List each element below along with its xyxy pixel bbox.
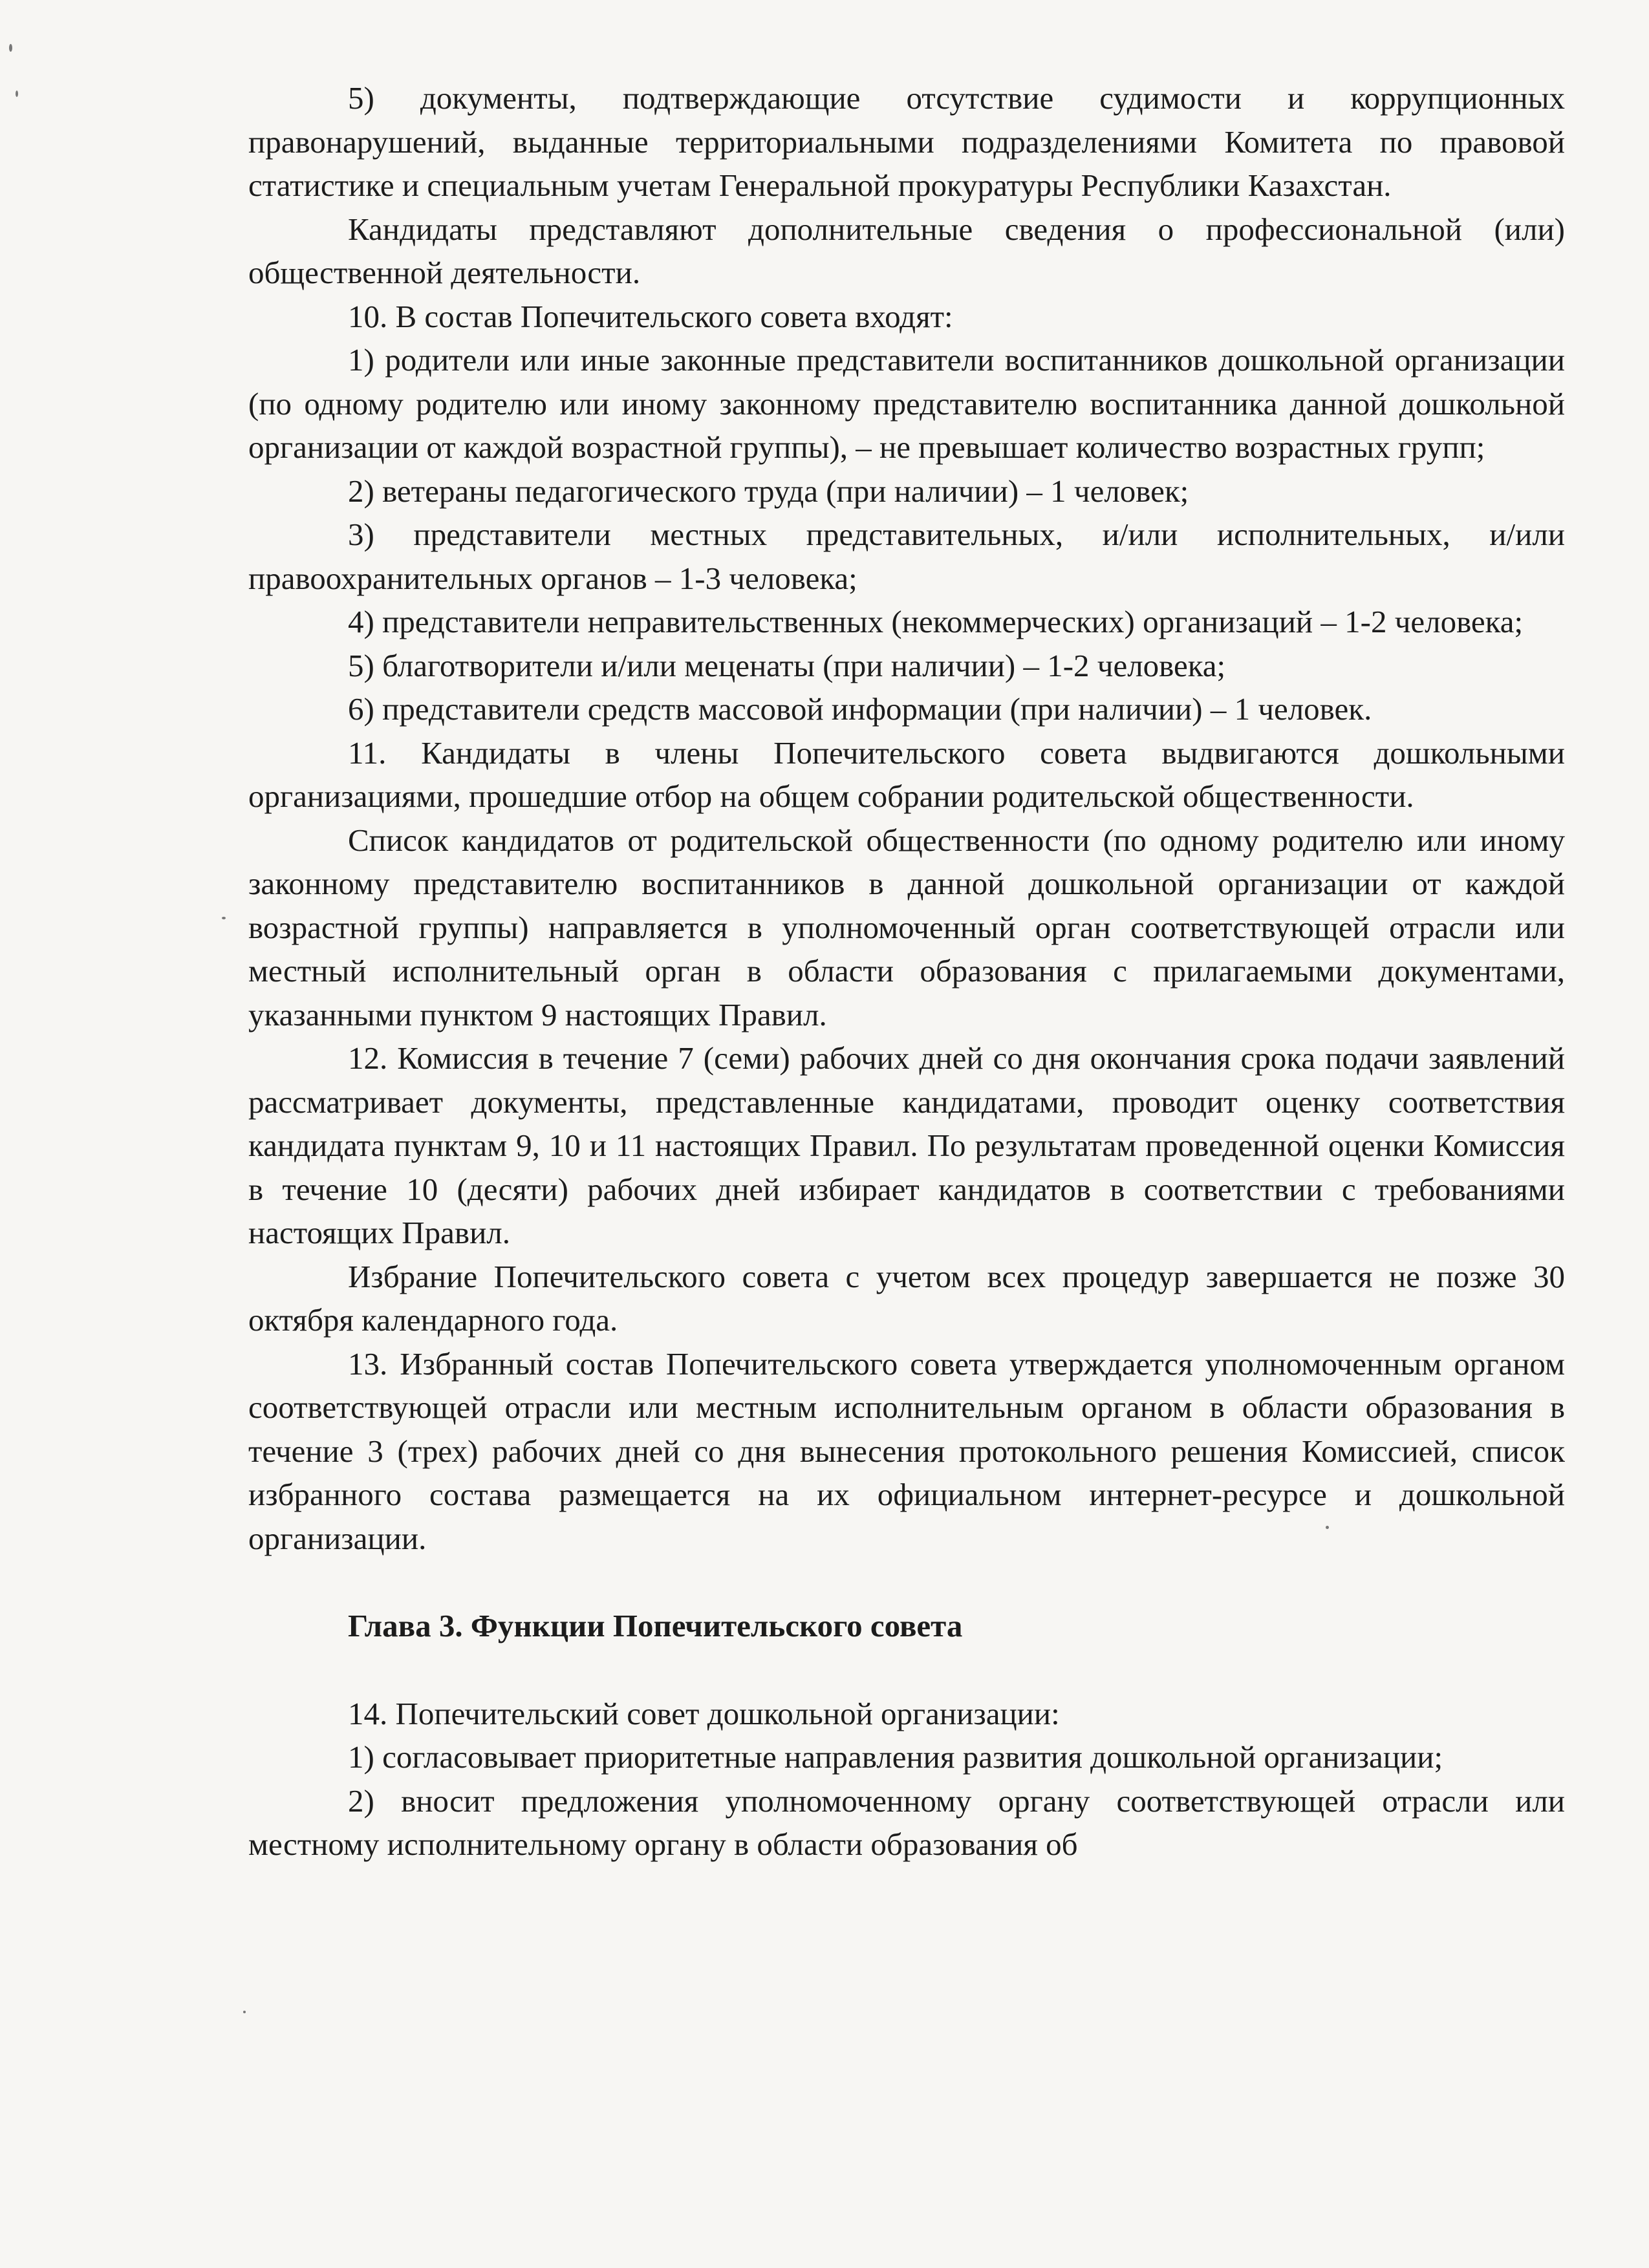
list-item-proposals: 2) вносит предложения уполномоченному органу соответствующей отрасли или местному исполнительному органу в области образования об bbox=[248, 1782, 1565, 1862]
scan-speck bbox=[243, 2011, 246, 2013]
paragraph-candidate-list: Список кандидатов от родительской общественности (по одному родителю или иному законному представителю воспитанников в данной дошкольной организации от каждой возрастной группы) направляется в уполномоченный орган соответствующей отрасли или местный исполнительный орган в области образования с прилагаемыми документами, указанными пунктом 9 настоящих Правил. bbox=[248, 822, 1565, 1032]
paragraph-14-council: 14. Попечительский совет дошкольной организации: bbox=[348, 1695, 1060, 1731]
paragraph-election-deadline: Избрание Попечительского совета с учетом всех процедур завершается не позже 30 октября календарного года. bbox=[248, 1258, 1565, 1338]
paragraph-13-approval: 13. Избранный состав Попечительского совета утверждается уполномоченным органом соответствующей отрасли или местным исполнительным органом в области образования в течение 3 (трех) рабочих дней со дня вынесения протокольного решения Комиссией, список избранного состава размещается на их официальном интернет-ресурсе и дошкольной организации. bbox=[248, 1345, 1565, 1556]
section-before bbox=[248, 76, 1565, 1560]
list-item-media: 6) представители средств массовой информации (при наличии) – 1 человек. bbox=[348, 691, 1372, 727]
scan-speck bbox=[1326, 1526, 1329, 1529]
paragraph-candidates-info: Кандидаты представляют дополнительные сведения о профессиональной (или) общественной деятельности. bbox=[248, 211, 1565, 290]
scan-speck bbox=[16, 91, 18, 97]
scan-speck bbox=[9, 44, 12, 52]
list-item-parents: 1) родители или иные законные представители воспитанников дошкольной организации (по одному родителю или иному законному представителю воспитанника данной дошкольной организации от каждой возрастной группы), – не превышает количество возрастных групп; bbox=[248, 342, 1565, 465]
paragraph-item-5-documents: 5) документы, подтверждающие отсутствие судимости и коррупционных правонарушений, выданные территориальными подразделениями Комитета по правовой статистике и специальным учетам Генеральной прокуратуры Республики Казахстан. bbox=[248, 80, 1565, 203]
chapter-heading: Глава 3. Функции Попечительского совета bbox=[348, 1608, 963, 1643]
list-item-ngo: 4) представители неправительственных (некоммерческих) организаций – 1-2 человека; bbox=[348, 604, 1524, 639]
section-after bbox=[248, 1692, 1565, 1867]
paragraph-12-commission: 12. Комиссия в течение 7 (семи) рабочих дней со дня окончания срока подачи заявлений рассматривает документы, представленные кандидатами, проводит оценку соответствия кандидата пунктам 9, 10 и 11 настоящих Правил. По результатам проведенной оценки Комиссия в течение 10 (десяти) рабочих дней избирает кандидатов в соответствии с требованиями настоящих Правил. bbox=[248, 1040, 1565, 1250]
paragraph-11-candidates: 11. Кандидаты в члены Попечительского совета выдвигаются дошкольными организациями, прошедшие отбор на общем собрании родительской общественности. bbox=[248, 734, 1565, 814]
list-item-priorities: 1) согласовывает приоритетные направления развития дошкольной организации; bbox=[348, 1739, 1443, 1775]
list-item-local-bodies: 3) представители местных представительных, и/или исполнительных, и/или правоохранительных органов – 1-3 человека; bbox=[248, 517, 1565, 596]
paragraph-10-composition: 10. В состав Попечительского совета входят: bbox=[348, 298, 953, 334]
scan-speck bbox=[222, 917, 226, 919]
list-item-benefactors: 5) благотворители и/или меценаты (при наличии) – 1-2 человека; bbox=[348, 647, 1226, 683]
list-item-veterans: 2) ветераны педагогического труда (при наличии) – 1 человек; bbox=[348, 473, 1189, 509]
document-page bbox=[248, 76, 1565, 1867]
